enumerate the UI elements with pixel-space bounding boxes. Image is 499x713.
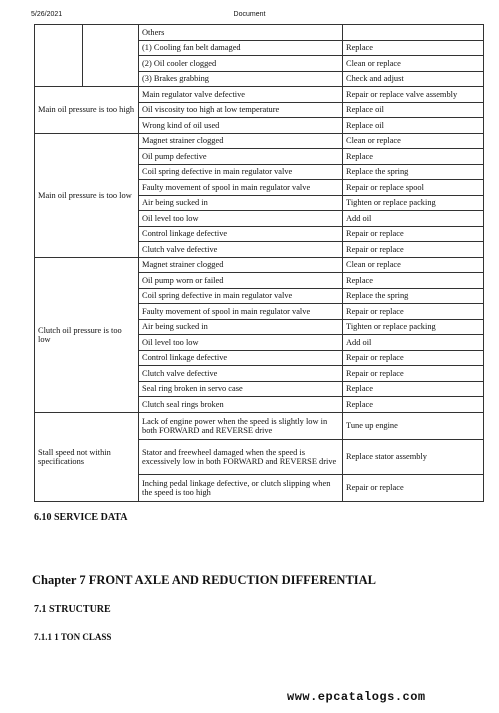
cause-cell: Inching pedal linkage defective, or clutch slipping when the speed is too high	[139, 474, 343, 501]
symptom-cell-left	[35, 25, 83, 87]
remedy-cell: Replace oil	[343, 102, 484, 118]
cause-cell: Clutch valve defective	[139, 242, 343, 258]
remedy-cell: Clean or replace	[343, 56, 484, 72]
table-row	[35, 133, 484, 149]
header-title: Document	[233, 11, 266, 18]
remedy-cell: Add oil	[343, 211, 484, 227]
remedy-cell	[343, 25, 484, 41]
symptom-cell: Main oil pressure is too low	[35, 133, 139, 257]
remedy-cell: Replace	[343, 149, 484, 165]
remedy-cell: Clean or replace	[343, 133, 484, 149]
section-heading-service-data: 6.10 SERVICE DATA	[34, 512, 128, 523]
remedy-cell: Repair or replace	[343, 304, 484, 320]
remedy-cell: Replace	[343, 381, 484, 397]
cause-cell: Oil pump defective	[139, 149, 343, 165]
cause-cell: (1) Cooling fan belt damaged	[139, 40, 343, 56]
cause-cell: Oil viscosity too high at low temperature	[139, 102, 343, 118]
remedy-cell: Repair or replace	[343, 350, 484, 366]
remedy-cell: Replace stator assembly	[343, 439, 484, 474]
remedy-cell: Replace the spring	[343, 288, 484, 304]
section-heading-structure: 7.1 STRUCTURE	[34, 604, 111, 615]
cause-cell: Control linkage defective	[139, 350, 343, 366]
symptom-cell: Clutch oil pressure is too low	[35, 257, 139, 412]
cause-cell: Clutch valve defective	[139, 366, 343, 382]
remedy-cell: Repair or replace valve assembly	[343, 87, 484, 103]
table-row	[35, 412, 484, 439]
cause-cell: Oil pump worn or failed	[139, 273, 343, 289]
cause-cell: Faulty movement of spool in main regulator valve	[139, 304, 343, 320]
remedy-cell: Repair or replace	[343, 474, 484, 501]
remedy-cell: Replace the spring	[343, 164, 484, 180]
cause-cell: Faulty movement of spool in main regulator valve	[139, 180, 343, 196]
cause-cell: Wrong kind of oil used	[139, 118, 343, 134]
cause-cell: Control linkage defective	[139, 226, 343, 242]
symptom-cell-right	[83, 25, 139, 87]
cause-cell: Oil level too low	[139, 335, 343, 351]
cause-cell: Clutch seal rings broken	[139, 397, 343, 413]
cause-cell: Seal ring broken in servo case	[139, 381, 343, 397]
table-row	[35, 87, 484, 103]
cause-cell: Others	[139, 25, 343, 41]
troubleshooting-table	[34, 24, 484, 502]
remedy-cell: Check and adjust	[343, 71, 484, 87]
remedy-cell: Replace	[343, 40, 484, 56]
table-row	[35, 257, 484, 273]
cause-cell: Air being sucked in	[139, 195, 343, 211]
cause-cell: Stator and freewheel damaged when the speed is excessively low in both FORWARD and REVERSE drive	[139, 439, 343, 474]
remedy-cell: Replace	[343, 397, 484, 413]
remedy-cell: Tighten or replace packing	[343, 195, 484, 211]
cause-cell: (2) Oil cooler clogged	[139, 56, 343, 72]
subsection-heading: 7.1.1 1 TON CLASS	[34, 632, 112, 642]
cause-cell: Main regulator valve defective	[139, 87, 343, 103]
footer-url: www.epcatalogs.com	[287, 690, 426, 704]
cause-cell: Air being sucked in	[139, 319, 343, 335]
header-date: 5/26/2021	[31, 11, 63, 18]
symptom-cell: Stall speed not within specifications	[35, 412, 139, 501]
symptom-cell: Main oil pressure is too high	[35, 87, 139, 134]
remedy-cell: Replace oil	[343, 118, 484, 134]
cause-cell: (3) Brakes grabbing	[139, 71, 343, 87]
cause-cell: Coil spring defective in main regulator valve	[139, 288, 343, 304]
remedy-cell: Replace	[343, 273, 484, 289]
remedy-cell: Clean or replace	[343, 257, 484, 273]
remedy-cell: Repair or replace spool	[343, 180, 484, 196]
cause-cell: Lack of engine power when the speed is slightly low in both FORWARD and REVERSE drive	[139, 412, 343, 439]
chapter-heading: Chapter 7 FRONT AXLE AND REDUCTION DIFFERENTIAL	[32, 573, 377, 587]
remedy-cell: Tighten or replace packing	[343, 319, 484, 335]
table-row	[35, 25, 484, 41]
remedy-cell: Repair or replace	[343, 226, 484, 242]
remedy-cell: Add oil	[343, 335, 484, 351]
cause-cell: Coil spring defective in main regulator valve	[139, 164, 343, 180]
cause-cell: Magnet strainer clogged	[139, 133, 343, 149]
remedy-cell: Repair or replace	[343, 242, 484, 258]
remedy-cell: Tune up engine	[343, 412, 484, 439]
cause-cell: Oil level too low	[139, 211, 343, 227]
cause-cell: Magnet strainer clogged	[139, 257, 343, 273]
remedy-cell: Repair or replace	[343, 366, 484, 382]
